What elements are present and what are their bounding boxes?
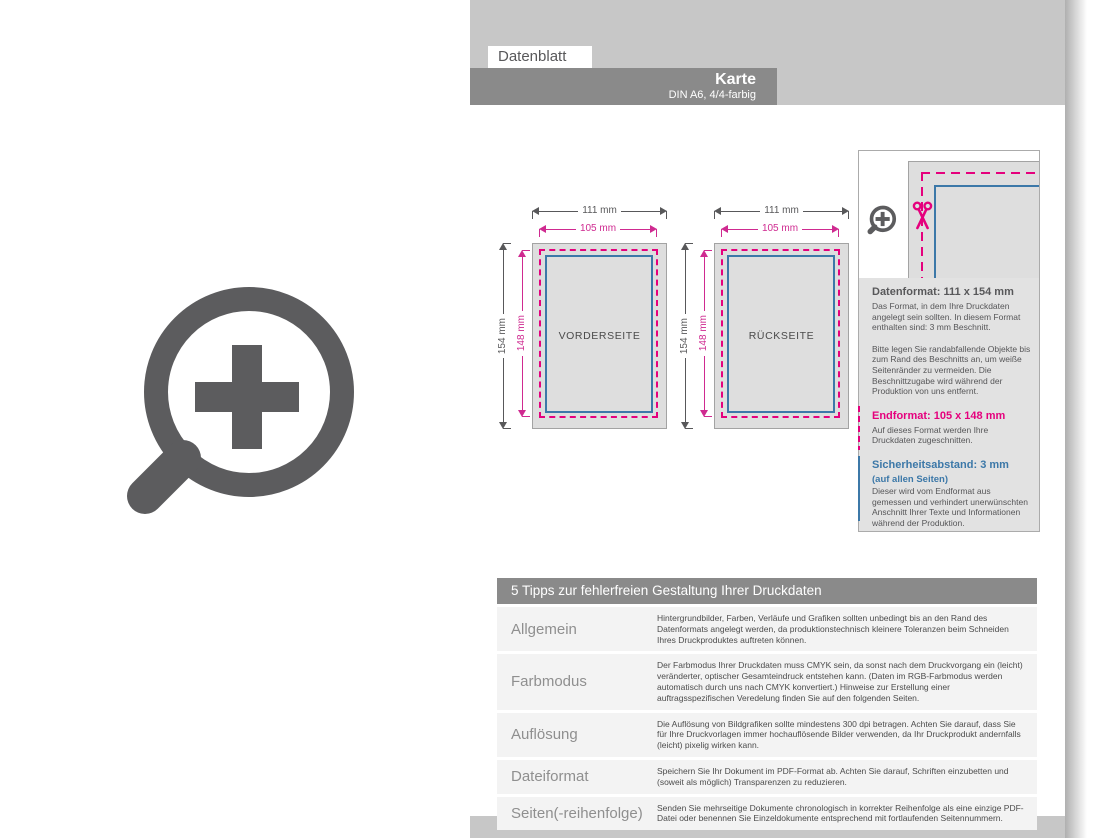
tips-header: 5 Tipps zur fehlerfreien Gestaltung Ihrer Druckdaten [497, 578, 1037, 604]
zoom-in-icon [867, 203, 899, 235]
table-row [497, 760, 1037, 794]
arrow-down-icon [700, 410, 708, 417]
section-body: Auf dieses Format werden Ihre Druckdaten zugeschnitten. [872, 424, 989, 446]
bleed-line [921, 172, 1039, 174]
scissors-icon [912, 201, 933, 231]
page-shadow [1065, 0, 1087, 838]
arrow-up-icon [499, 243, 507, 250]
section-heading: Datenformat: 111 x 154 mm [872, 286, 1014, 298]
row-label: Auflösung [511, 726, 578, 744]
corner-detail-preview [859, 151, 1039, 278]
dimension-label: 154 mm [679, 317, 690, 355]
dimension-width-outer [714, 206, 849, 216]
section-heading: Endformat: 105 x 148 mm [872, 409, 1006, 422]
arrow-up-icon [681, 243, 689, 250]
row-label: Allgemein [511, 620, 577, 638]
dimension-label: 105 mm [579, 223, 617, 234]
row-label: Dateiformat [511, 768, 589, 786]
dimension-width-inner [721, 224, 839, 234]
format-infobox [858, 150, 1040, 532]
arrow-down-icon [499, 422, 507, 429]
section-body: Bitte legen Sie randabfallende Objekte bis zum Rand des Beschnitts an, um weiße Seitenränder zu vermeiden. Die Beschnittzugabe wird während der Produktion von uns entfernt. [872, 343, 1031, 397]
arrow-right-icon [842, 207, 849, 215]
diagram-back [676, 203, 851, 433]
infobox-section-datenformat [872, 286, 1031, 333]
card-sheet [532, 243, 667, 429]
section-subheading: (auf allen Seiten) [872, 473, 949, 485]
dimension-width-outer [532, 206, 667, 216]
bleed-accent-line [858, 406, 860, 450]
infobox-text [859, 278, 1039, 531]
row-text: Speichern Sie Ihr Dokument im PDF-Format ab. Achten Sie darauf, Schriften einzubetten und (soweit als möglich) Transparenzen zu reduzieren. [657, 765, 1009, 787]
row-label: Seiten(-reihenfolge) [511, 804, 643, 822]
infobox-section-bleed-note [872, 344, 1031, 397]
arrow-left-icon [532, 207, 539, 215]
diagram-front [494, 203, 669, 433]
safety-line [934, 185, 1039, 187]
page-title: Karte [715, 71, 756, 88]
side-label: VORDERSEITE [558, 330, 641, 342]
dimension-height-inner [515, 250, 529, 417]
infobox-section-sicherheitsabstand [872, 459, 1031, 528]
row-text: Der Farbmodus Ihrer Druckdaten muss CMYK sein, da sonst nach dem Druckvorgang ein (leicht) veränderter, optischer Gesamteindruck entstehen kann. (Daten im RGB-Farbmodus werden automatisch durch uns nach CMYK konvertiert.) Hinweise zur Erstellung einer auftragsspezifischen Veredelung finden Sie auf den folgenden Seiten. [657, 660, 1023, 703]
section-body: Das Format, in dem Ihre Druckdaten angelegt sein sollten. In diesem Format enthalten sind: 3 mm Beschnitt. [872, 301, 1021, 333]
row-text: Die Auflösung von Bildgrafiken sollte mindestens 300 dpi betragen. Achten Sie darauf, dass Sie für Ihre Druckvorlagen immer hochauflösende Bilder verwenden, da Ihr Druckprodukt andernfalls (leicht) pixelig wirken kann. [657, 718, 1021, 751]
table-row [497, 607, 1037, 651]
safety-accent-line [858, 456, 860, 521]
zoom-in-icon [119, 262, 381, 524]
arrow-up-icon [700, 250, 708, 257]
dimension-width-inner [539, 224, 657, 234]
tips-table [497, 578, 1037, 830]
arrow-left-icon [714, 207, 721, 215]
arrow-right-icon [650, 225, 657, 233]
dimension-label: 105 mm [761, 223, 799, 234]
dimension-height-outer [496, 243, 510, 429]
table-row [497, 654, 1037, 709]
dimension-height-inner [697, 250, 711, 417]
dimension-label: 148 mm [516, 315, 527, 352]
section-heading: Sicherheitsabstand: 3 mm [872, 458, 1009, 471]
row-text: Senden Sie mehrseitige Dokumente chronologisch in korrekter Reihenfolge als eine einzige PDF-Datei oder benennen Sie Einzeldokumente entsprechend mit fortlaufenden Seitennummern. [657, 802, 1024, 824]
table-row [497, 797, 1037, 831]
arrow-down-icon [681, 422, 689, 429]
row-text: Hintergrundbilder, Farben, Verläufe und Grafiken sollten unbedingt bis an den Rand des Datenformats angelegt werden, da produktionstechnisch kleinere Toleranzen beim Schneiden Ihres Druckproduktes auftreten können. [657, 613, 1009, 645]
arrow-left-icon [539, 225, 546, 233]
row-label: Farbmodus [511, 673, 587, 691]
title-bar [470, 68, 777, 105]
card-sheet [714, 243, 849, 429]
table-row [497, 713, 1037, 757]
arrow-up-icon [518, 250, 526, 257]
arrow-right-icon [832, 225, 839, 233]
arrow-left-icon [721, 225, 728, 233]
tab-datenblatt: Datenblatt [488, 46, 592, 68]
dimension-label: 111 mm [764, 205, 799, 216]
safety-line [934, 185, 936, 278]
section-body: Dieser wird vom Endformat aus gemessen und verhindert unerwünschten Anschnitt Ihrer Texte und Informationen während der Produktion. [872, 485, 1028, 528]
dimension-height-outer [678, 243, 692, 429]
arrow-right-icon [660, 207, 667, 215]
arrow-down-icon [518, 410, 526, 417]
dimension-label: 148 mm [698, 315, 709, 352]
dimension-label: 154 mm [497, 317, 508, 355]
page-subtitle: DIN A6, 4/4-farbig [668, 89, 756, 101]
infobox-section-endformat [872, 410, 1031, 446]
dimension-label: 111 mm [582, 205, 617, 216]
side-label: RÜCKSEITE [748, 330, 815, 342]
